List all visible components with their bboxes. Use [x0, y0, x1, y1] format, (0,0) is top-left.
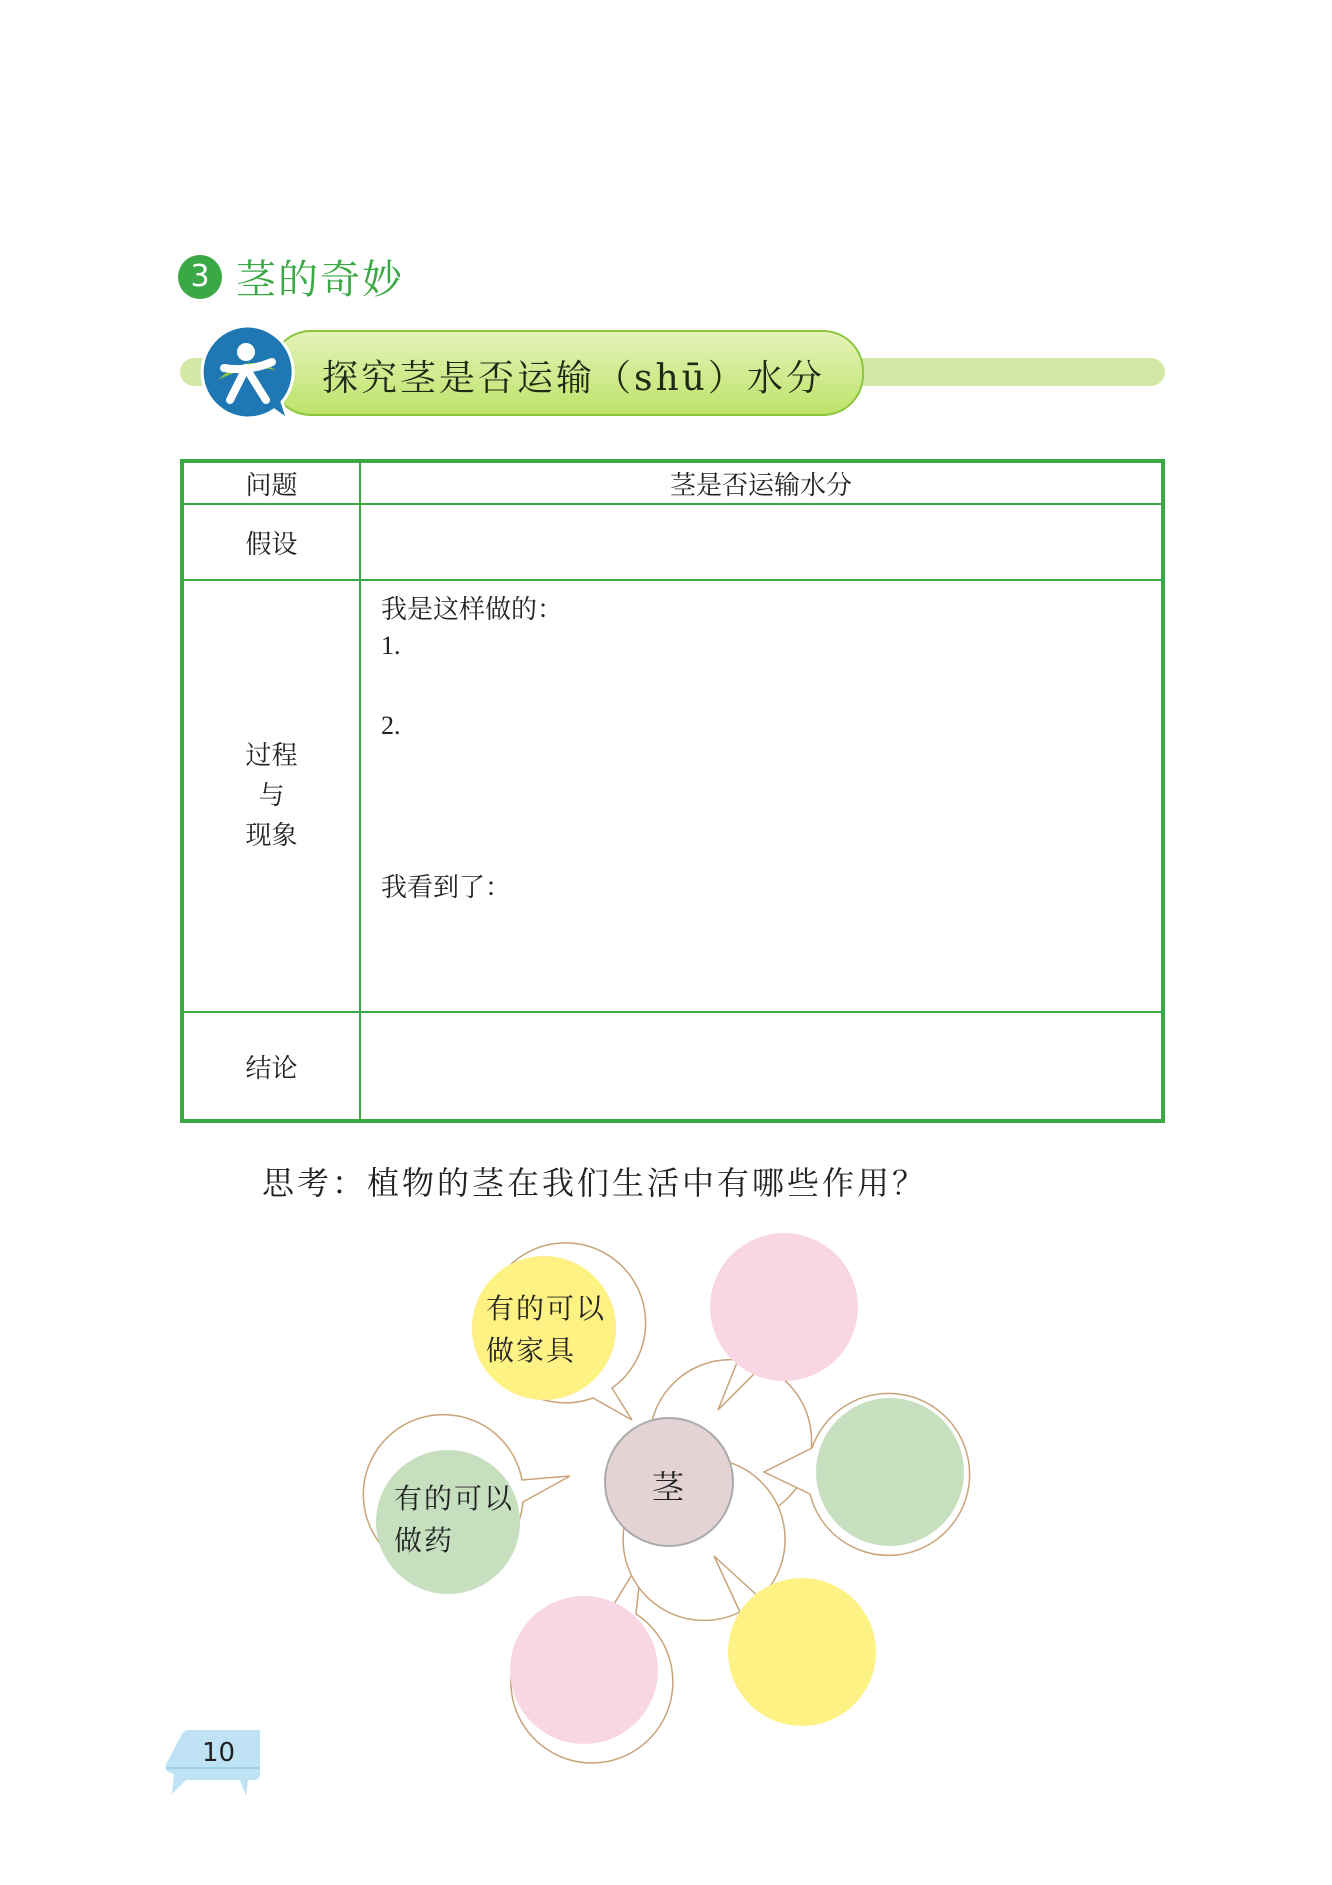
banner-title: 探究茎是否运输（shū）水分 [322, 358, 825, 399]
observed-label: 我看到了： [381, 873, 512, 903]
page-number: 10 [202, 1738, 236, 1768]
step-2: 2. [381, 711, 401, 740]
bubble-furniture-line: 有的可以 [486, 1292, 607, 1325]
lesson-title: 茎的奇妙 [236, 257, 404, 303]
bubble-pink-top [710, 1233, 858, 1381]
bubble-furniture-line: 做家具 [486, 1334, 577, 1367]
question-label: 问题 [182, 461, 360, 504]
process-label-line: 现象 [245, 821, 298, 851]
question-value: 茎是否运输水分 [360, 461, 1163, 504]
bubble-medicine-line: 有的可以 [394, 1482, 515, 1515]
center-stem-label: 茎 [652, 1468, 685, 1506]
process-intro: 我是这样做的： [381, 595, 564, 625]
process-label-line: 过程 [245, 741, 298, 771]
conclusion-label: 结论 [182, 1012, 360, 1121]
lesson-number-badge: 3 [178, 255, 222, 299]
bubble-furniture-text [486, 1288, 606, 1372]
bubble-green-right [816, 1398, 964, 1546]
hypothesis-label: 假设 [182, 504, 360, 580]
step-1: 1. [381, 631, 401, 660]
process-label-line: 与 [258, 781, 285, 811]
bubble-yellow-bottom [728, 1578, 876, 1726]
think-question: 思考：植物的茎在我们生活中有哪些作用？ [262, 1164, 928, 1202]
bubble-medicine-text [394, 1478, 514, 1562]
bubble-pink-bottom [510, 1596, 658, 1744]
bubble-medicine-line: 做药 [394, 1524, 455, 1557]
